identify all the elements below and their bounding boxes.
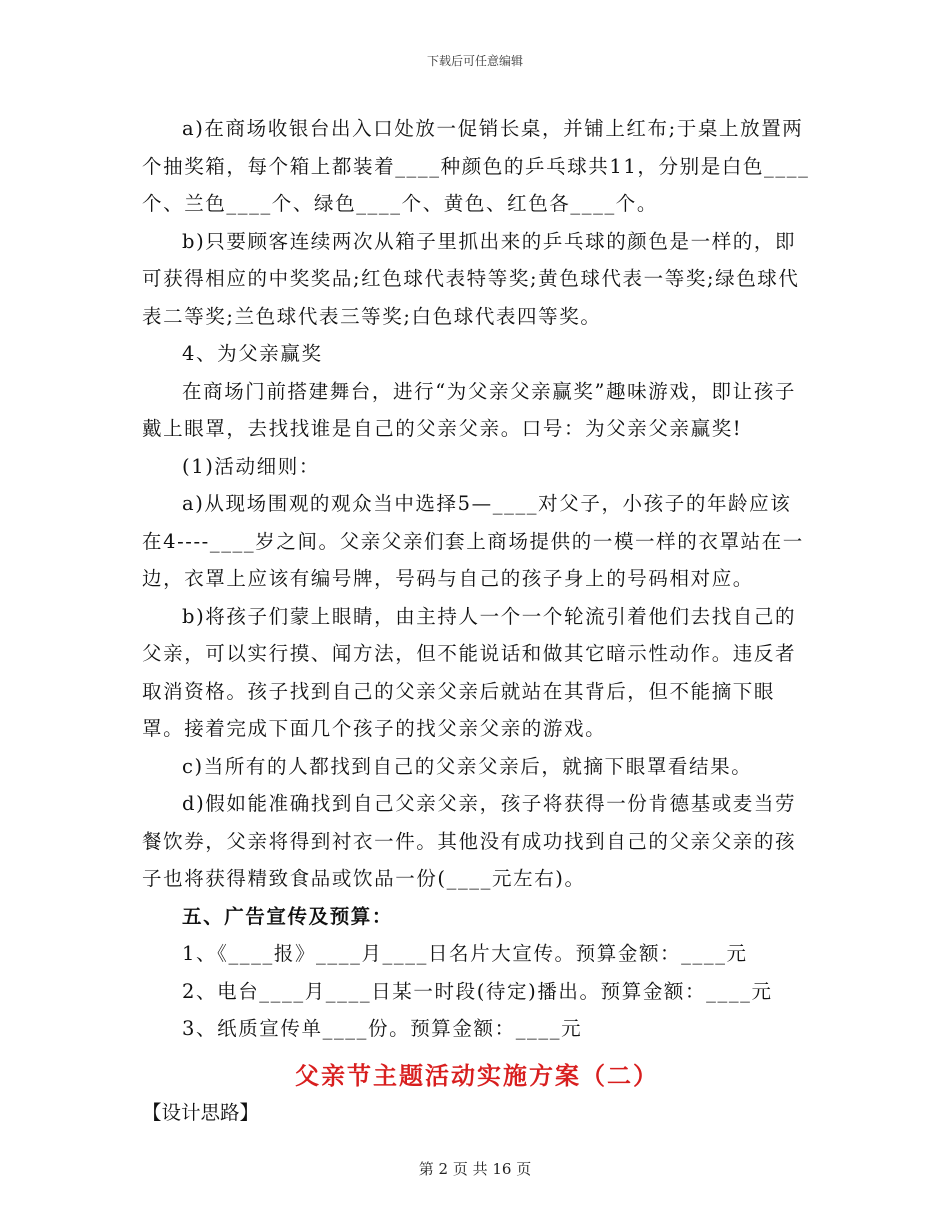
heading-win-prize-for-father: 4、为父亲赢奖 xyxy=(182,342,323,365)
budget-item-radio: 2、电台____月____日某一时段(待定)播出。预算金额：____元 xyxy=(182,979,773,1003)
paragraph-a-select-pairs: a)从现场围观的观众当中选择5—____对父子，小孩子的年龄应该在4----____岁之间。父亲父亲们套上商场提供的一模一样的衣罩站在一边，衣罩上应该有编号牌，号码与自己的孩子身上的号码相对应。 xyxy=(142,492,804,590)
paragraph-b-prize-rules: b)只要顾客连续两次从箱子里抓出来的乒乓球的颜色是一样的，即可获得相应的中奖奖品;红色球代表特等奖;黄色球代表一等奖;绿色球代表二等奖;兰色球代表三等奖;白色球代表四等奖。 xyxy=(142,229,800,328)
section-title: 父亲节主题活动实施方案（二） xyxy=(295,1060,659,1090)
design-thinking-label: 【设计思路】 xyxy=(142,1100,260,1124)
paragraph-stage-game: 在商场门前搭建舞台，进行“为父亲父亲赢奖”趣味游戏，即让孩子戴上眼罩，去找找谁是自己的父亲父亲。口号：为父亲父亲赢奖! xyxy=(142,379,796,440)
budget-item-newspaper: 1、《____报》____月____日名片大宣传。预算金额：____元 xyxy=(182,942,748,965)
page-header: 下载后可任意编辑 xyxy=(426,54,523,68)
page-footer: 第 2 页 共 16 页 xyxy=(418,1160,532,1178)
paragraph-b-blindfold: b)将孩子们蒙上眼睛，由主持人一个一个轮流引着他们去找自己的父亲，可以实行摸、闻方法，但不能说话和做其它暗示性动作。违反者取消资格。孩子找到自己的父亲父亲后就站在其背后，但不能摘下眼罩。接着完成下面几个孩子的找父亲父亲的游戏。 xyxy=(142,604,797,740)
budget-item-flyer: 3、纸质宣传单____份。预算金额：____元 xyxy=(182,1017,583,1040)
heading-ad-budget: 五、广告宣传及预算： xyxy=(182,904,394,928)
document-body xyxy=(142,110,812,1130)
heading-activity-rules: (1)活动细则： xyxy=(182,454,320,478)
paragraph-a-lottery-setup: a)在商场收银台出入口处放一促销长桌，并铺上红布;于桌上放置两个抽奖箱，每个箱上都装着____种颜色的乒乓球共11，分别是白色____个、兰色____个、绿色____个、黄色、红色各____个。 xyxy=(142,117,810,215)
paragraph-d-rewards: d)假如能准确找到自己父亲父亲，孩子将获得一份肯德基或麦当劳餐饮券，父亲将得到衬衣一件。其他没有成功找到自己的父亲父亲的孩子也将获得精致食品或饮品一份(____元左右)。 xyxy=(142,792,797,890)
paragraph-c-result: c)当所有的人都找到自己的父亲父亲后，就摘下眼罩看结果。 xyxy=(182,754,753,778)
